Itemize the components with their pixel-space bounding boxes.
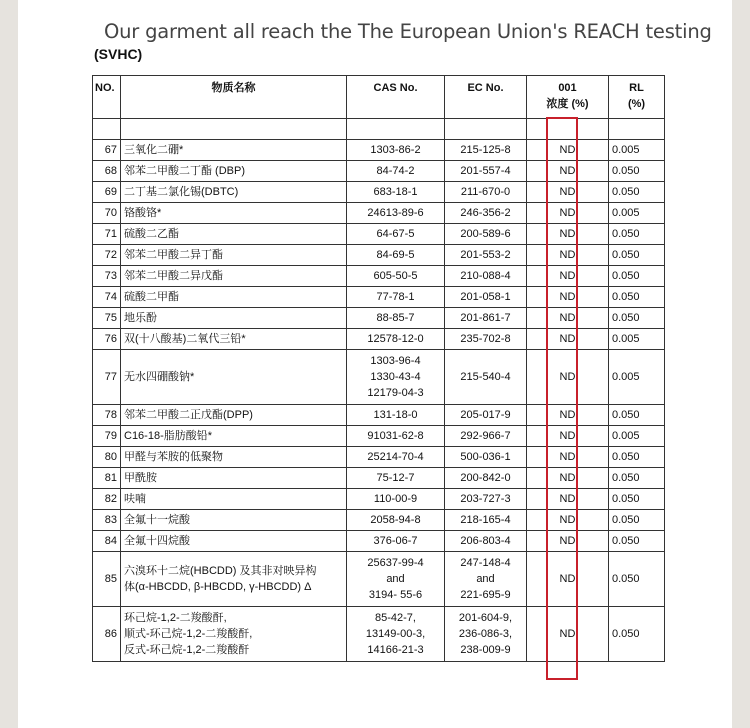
cas-number: 64-67-5 bbox=[347, 224, 445, 245]
header-name: 物质名称 bbox=[121, 76, 347, 119]
caption-text: Our garment all reach the The European Union's REACH testing bbox=[104, 20, 712, 43]
reporting-limit: 0.050 bbox=[609, 552, 665, 607]
cas-number: 605-50-5 bbox=[347, 266, 445, 287]
table-row bbox=[93, 203, 665, 224]
cas-number-line: 13149-00-3, bbox=[365, 628, 426, 640]
concentration-result: ND bbox=[527, 224, 609, 245]
concentration-result: ND bbox=[527, 468, 609, 489]
reporting-limit: 0.050 bbox=[609, 308, 665, 329]
row-number: 74 bbox=[93, 287, 121, 308]
row-number: 86 bbox=[93, 607, 121, 662]
substance-name: 邻苯二甲酸二丁酯 (DBP) bbox=[121, 161, 347, 182]
reporting-limit: 0.050 bbox=[609, 607, 665, 662]
cas-number: 2058-94-8 bbox=[347, 510, 445, 531]
substance-name: 邻苯二甲酸二正戊酯(DPP) bbox=[121, 405, 347, 426]
reporting-limit: 0.050 bbox=[609, 161, 665, 182]
reporting-limit: 0.005 bbox=[609, 140, 665, 161]
ec-number: 292-966-7 bbox=[445, 426, 527, 447]
cas-number: 110-00-9 bbox=[347, 489, 445, 510]
concentration-result: ND bbox=[527, 182, 609, 203]
cas-number-line: 25637-99-4 bbox=[367, 557, 424, 569]
cas-number: 84-74-2 bbox=[347, 161, 445, 182]
ec-number-line: 247-148-4 bbox=[460, 557, 511, 569]
spacer-cell bbox=[527, 119, 609, 140]
cas-number: 1303-86-2 bbox=[347, 140, 445, 161]
spacer-cell bbox=[93, 119, 121, 140]
reporting-limit: 0.050 bbox=[609, 531, 665, 552]
ec-number: 210-088-4 bbox=[445, 266, 527, 287]
substance-name-line: 反式-环己烷-1,2-二羧酸酐 bbox=[124, 644, 250, 656]
ec-number: 215-125-8 bbox=[445, 140, 527, 161]
row-number: 76 bbox=[93, 329, 121, 350]
cas-number-line: 12179-04-3 bbox=[367, 387, 424, 399]
substance-name: 硫酸二乙酯 bbox=[121, 224, 347, 245]
reporting-limit: 0.005 bbox=[609, 203, 665, 224]
substance-name: 双(十八酸基)二氧代三铅* bbox=[121, 329, 347, 350]
cas-number-line: 1303-96-4 bbox=[370, 355, 421, 367]
reporting-limit: 0.050 bbox=[609, 245, 665, 266]
cas-number bbox=[347, 552, 445, 607]
table-row bbox=[93, 510, 665, 531]
row-number: 67 bbox=[93, 140, 121, 161]
reporting-limit: 0.005 bbox=[609, 426, 665, 447]
table-row bbox=[93, 405, 665, 426]
substance-name: 铬酸铬* bbox=[121, 203, 347, 224]
ec-number: 215-540-4 bbox=[445, 350, 527, 405]
ec-number: 211-670-0 bbox=[445, 182, 527, 203]
substance-name: 硫酸二甲酯 bbox=[121, 287, 347, 308]
table-row bbox=[93, 447, 665, 468]
table-row bbox=[93, 552, 665, 607]
ec-number: 246-356-2 bbox=[445, 203, 527, 224]
concentration-result: ND bbox=[527, 161, 609, 182]
reporting-limit: 0.005 bbox=[609, 329, 665, 350]
reporting-limit: 0.050 bbox=[609, 224, 665, 245]
row-number: 85 bbox=[93, 552, 121, 607]
row-number: 68 bbox=[93, 161, 121, 182]
header-concentration: 浓度 (%) bbox=[546, 98, 589, 110]
ec-number: 500-036-1 bbox=[445, 447, 527, 468]
reporting-limit: 0.050 bbox=[609, 405, 665, 426]
cas-number: 88-85-7 bbox=[347, 308, 445, 329]
row-number: 78 bbox=[93, 405, 121, 426]
ec-number-line: 236-086-3, bbox=[458, 628, 513, 640]
ec-number: 206-803-4 bbox=[445, 531, 527, 552]
table-row bbox=[93, 287, 665, 308]
reporting-limit: 0.050 bbox=[609, 468, 665, 489]
ec-number-line: 221-695-9 bbox=[460, 589, 511, 601]
spacer-cell bbox=[609, 119, 665, 140]
concentration-result: ND bbox=[527, 308, 609, 329]
row-number: 81 bbox=[93, 468, 121, 489]
ec-number: 205-017-9 bbox=[445, 405, 527, 426]
ec-number bbox=[445, 607, 527, 662]
table-row bbox=[93, 308, 665, 329]
concentration-result: ND bbox=[527, 531, 609, 552]
concentration-result: ND bbox=[527, 140, 609, 161]
concentration-result: ND bbox=[527, 203, 609, 224]
concentration-result: ND bbox=[527, 447, 609, 468]
row-number: 83 bbox=[93, 510, 121, 531]
cas-number: 12578-12-0 bbox=[347, 329, 445, 350]
reporting-limit: 0.050 bbox=[609, 447, 665, 468]
table-row bbox=[93, 182, 665, 203]
row-number: 71 bbox=[93, 224, 121, 245]
reporting-limit: 0.050 bbox=[609, 510, 665, 531]
reporting-limit: 0.005 bbox=[609, 350, 665, 405]
concentration-result: ND bbox=[527, 405, 609, 426]
ec-number: 200-589-6 bbox=[445, 224, 527, 245]
spacer-cell bbox=[121, 119, 347, 140]
concentration-result: ND bbox=[527, 266, 609, 287]
ec-number: 218-165-4 bbox=[445, 510, 527, 531]
spacer-cell bbox=[445, 119, 527, 140]
concentration-result: ND bbox=[527, 510, 609, 531]
header-rl-label: RL bbox=[629, 82, 644, 94]
substance-name: 甲醛与苯胺的低聚物 bbox=[121, 447, 347, 468]
substance-name: 无水四硼酸钠* bbox=[121, 350, 347, 405]
ec-number: 201-058-1 bbox=[445, 287, 527, 308]
concentration-result: ND bbox=[527, 350, 609, 405]
substance-name: 地乐酚 bbox=[121, 308, 347, 329]
row-number: 69 bbox=[93, 182, 121, 203]
row-number: 80 bbox=[93, 447, 121, 468]
concentration-result: ND bbox=[527, 489, 609, 510]
ec-number: 201-861-7 bbox=[445, 308, 527, 329]
table-spacer-row bbox=[93, 119, 665, 140]
row-number: 73 bbox=[93, 266, 121, 287]
substance-name bbox=[121, 552, 347, 607]
row-number: 75 bbox=[93, 308, 121, 329]
substance-name-line: 环己烷-1,2-二羧酸酐, bbox=[124, 612, 227, 624]
concentration-result: ND bbox=[527, 607, 609, 662]
cas-number bbox=[347, 607, 445, 662]
concentration-result: ND bbox=[527, 245, 609, 266]
cas-number-line: 1330-43-4 bbox=[370, 371, 421, 383]
cas-number-line: 14166-21-3 bbox=[367, 644, 424, 656]
ec-number-line: 238-009-9 bbox=[460, 644, 511, 656]
table-row bbox=[93, 224, 665, 245]
table-row bbox=[93, 426, 665, 447]
substance-name-line: 体(α-HBCDD, β-HBCDD, γ-HBCDD) Δ bbox=[124, 581, 312, 593]
row-number: 82 bbox=[93, 489, 121, 510]
cas-number-line: 85-42-7, bbox=[375, 612, 416, 624]
table-row bbox=[93, 468, 665, 489]
table-row bbox=[93, 245, 665, 266]
cas-number: 683-18-1 bbox=[347, 182, 445, 203]
reporting-limit: 0.050 bbox=[609, 287, 665, 308]
spacer-cell bbox=[347, 119, 445, 140]
row-number: 70 bbox=[93, 203, 121, 224]
table-row bbox=[93, 489, 665, 510]
ec-number bbox=[445, 552, 527, 607]
substance-name: 甲酰胺 bbox=[121, 468, 347, 489]
cas-number: 75-12-7 bbox=[347, 468, 445, 489]
substance-name: 全氟十四烷酸 bbox=[121, 531, 347, 552]
table-row bbox=[93, 531, 665, 552]
row-number: 77 bbox=[93, 350, 121, 405]
cas-number: 376-06-7 bbox=[347, 531, 445, 552]
substance-name: 邻苯二甲酸二异丁酯 bbox=[121, 245, 347, 266]
svhc-table bbox=[92, 75, 665, 662]
substance-name: 二丁基二氯化锡(DBTC) bbox=[121, 182, 347, 203]
cas-number: 25214-70-4 bbox=[347, 447, 445, 468]
cas-number bbox=[347, 350, 445, 405]
substance-name: 三氧化二硼* bbox=[121, 140, 347, 161]
cas-number: 84-69-5 bbox=[347, 245, 445, 266]
concentration-result: ND bbox=[527, 329, 609, 350]
table-row bbox=[93, 266, 665, 287]
header-cas: CAS No. bbox=[347, 76, 445, 119]
header-sample bbox=[527, 76, 609, 119]
table-row bbox=[93, 607, 665, 662]
ec-number: 235-702-8 bbox=[445, 329, 527, 350]
ec-number: 201-557-4 bbox=[445, 161, 527, 182]
cas-number: 91031-62-8 bbox=[347, 426, 445, 447]
section-title: (SVHC) bbox=[94, 46, 143, 62]
ec-number: 200-842-0 bbox=[445, 468, 527, 489]
cas-number: 24613-89-6 bbox=[347, 203, 445, 224]
table-row bbox=[93, 161, 665, 182]
ec-number-line: and bbox=[476, 573, 495, 585]
substance-name: 呋喃 bbox=[121, 489, 347, 510]
reporting-limit: 0.050 bbox=[609, 489, 665, 510]
concentration-result: ND bbox=[527, 552, 609, 607]
table-row bbox=[93, 140, 665, 161]
concentration-result: ND bbox=[527, 287, 609, 308]
row-number: 79 bbox=[93, 426, 121, 447]
header-rl bbox=[609, 76, 665, 119]
substance-name: 全氟十一烷酸 bbox=[121, 510, 347, 531]
cas-number: 77-78-1 bbox=[347, 287, 445, 308]
cas-number: 131-18-0 bbox=[347, 405, 445, 426]
header-sample-id: 001 bbox=[558, 82, 577, 94]
header-rl-unit: (%) bbox=[627, 98, 646, 110]
substance-name-line: 六溴环十二烷(HBCDD) 及其非对映异构 bbox=[124, 565, 317, 577]
table-header-row bbox=[93, 76, 665, 119]
substance-name: 邻苯二甲酸二异戊酯 bbox=[121, 266, 347, 287]
table-row bbox=[93, 329, 665, 350]
row-number: 84 bbox=[93, 531, 121, 552]
cas-number-line: 3194- 55-6 bbox=[368, 589, 423, 601]
ec-number: 203-727-3 bbox=[445, 489, 527, 510]
table-body bbox=[93, 119, 665, 662]
row-number: 72 bbox=[93, 245, 121, 266]
substance-name-line: 顺式-环己烷-1,2-二羧酸酐, bbox=[124, 628, 253, 640]
ec-number: 201-553-2 bbox=[445, 245, 527, 266]
header-no: NO. bbox=[93, 76, 121, 119]
concentration-result: ND bbox=[527, 426, 609, 447]
table-row bbox=[93, 350, 665, 405]
substance-name bbox=[121, 607, 347, 662]
substance-name: C16-18-脂肪酸铅* bbox=[121, 426, 347, 447]
reporting-limit: 0.050 bbox=[609, 182, 665, 203]
ec-number-line: 201-604-9, bbox=[458, 612, 513, 624]
header-ec: EC No. bbox=[445, 76, 527, 119]
reporting-limit: 0.050 bbox=[609, 266, 665, 287]
cas-number-line: and bbox=[386, 573, 405, 585]
